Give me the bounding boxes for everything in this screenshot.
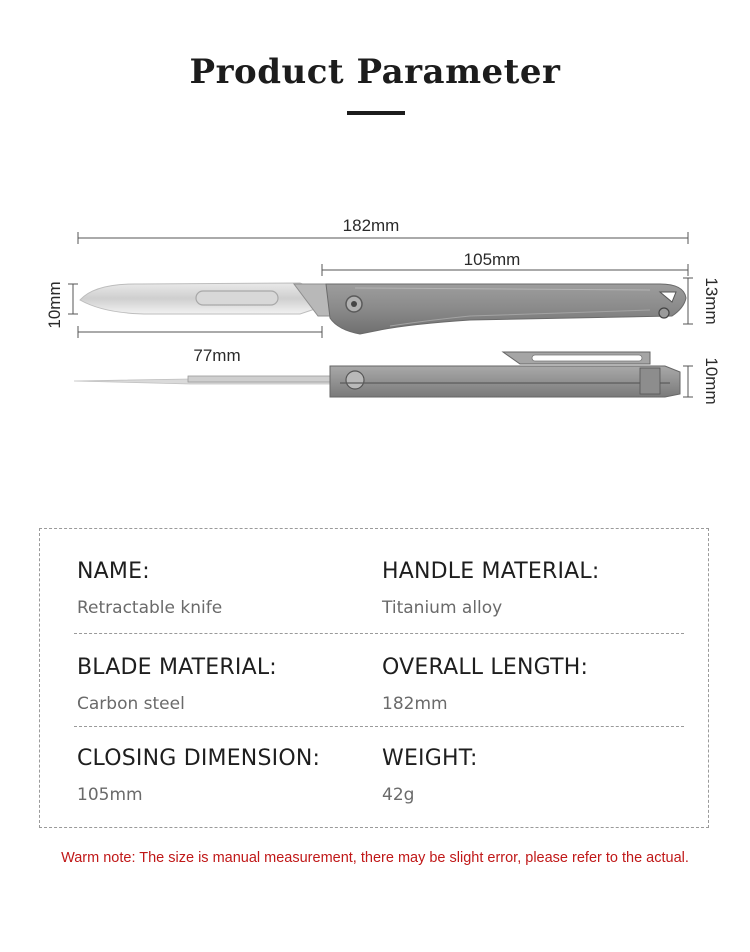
handle-length-dimension xyxy=(322,250,688,276)
thickness-label: 10mm xyxy=(702,357,721,405)
knife-side-view xyxy=(80,283,686,334)
param-closing-dimension xyxy=(77,746,320,805)
knife-top-view xyxy=(74,352,680,397)
warm-note: Warm note: The size is manual measurement, there may be slight error, please refer to the actual. xyxy=(61,850,689,866)
handle-height-label: 13mm xyxy=(702,277,721,325)
param-blade-material-label: BLADE MATERIAL: xyxy=(77,655,277,680)
overall-length-label: 182mm xyxy=(342,216,400,235)
param-closing-dimension-value: 105mm xyxy=(77,785,143,805)
blade-length-label: 77mm xyxy=(193,346,241,365)
parameter-table xyxy=(39,528,709,828)
param-weight xyxy=(382,746,478,805)
param-weight-label: WEIGHT: xyxy=(382,746,478,771)
overall-length-dimension xyxy=(78,216,688,244)
row-divider xyxy=(74,633,684,634)
blade-height-label: 10mm xyxy=(45,281,64,329)
page-title: Product Parameter xyxy=(189,52,561,92)
thickness-dimension xyxy=(683,357,721,404)
title-underline xyxy=(347,111,405,115)
row-divider xyxy=(74,726,684,727)
param-blade-material-value: Carbon steel xyxy=(77,694,185,714)
param-overall-length xyxy=(382,655,588,714)
param-closing-dimension-label: CLOSING DIMENSION: xyxy=(77,746,321,771)
blade-length-dimension xyxy=(78,326,322,365)
handle-length-label: 105mm xyxy=(463,250,521,269)
param-handle-material xyxy=(382,559,600,618)
param-name xyxy=(77,559,222,618)
knife-dimension-diagram xyxy=(0,180,750,420)
param-overall-length-label: OVERALL LENGTH: xyxy=(382,655,589,680)
blade-height-dimension xyxy=(45,281,78,328)
param-weight-value: 42g xyxy=(382,785,415,805)
param-blade-material xyxy=(77,655,277,714)
param-handle-material-label: HANDLE MATERIAL: xyxy=(382,559,600,584)
param-handle-material-value: Titanium alloy xyxy=(382,598,503,618)
handle-height-dimension xyxy=(683,277,721,324)
param-name-label: NAME: xyxy=(77,559,150,584)
param-name-value: Retractable knife xyxy=(77,598,223,618)
param-overall-length-value: 182mm xyxy=(382,694,448,714)
